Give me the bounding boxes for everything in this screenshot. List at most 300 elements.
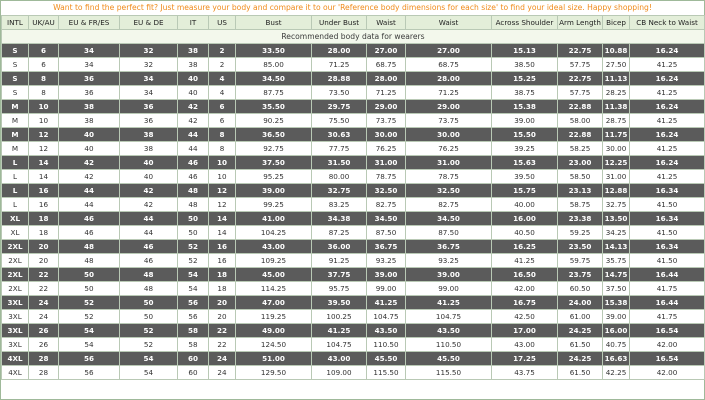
- table-cell: 32: [120, 58, 178, 72]
- table-cell: 50: [59, 268, 120, 282]
- table-cell: 82.75: [367, 198, 406, 212]
- table-cell: 23.75: [558, 268, 603, 282]
- table-cell: 22.75: [558, 72, 603, 86]
- table-cell: 16.24: [630, 156, 705, 170]
- table-cell: 48: [59, 254, 120, 268]
- table-cell: 14: [29, 156, 59, 170]
- table-cell: 16.24: [630, 44, 705, 58]
- table-cell: 41.25: [367, 296, 406, 310]
- table-cell: 92.75: [236, 142, 312, 156]
- table-cell: 36: [59, 72, 120, 86]
- table-cell: 36: [120, 100, 178, 114]
- table-cell: 31.00: [367, 156, 406, 170]
- table-cell: 41.25: [492, 254, 558, 268]
- table-cell: 44: [178, 128, 209, 142]
- table-cell: 24: [209, 366, 236, 380]
- table-cell: 39.00: [367, 268, 406, 282]
- table-cell: 48: [120, 282, 178, 296]
- table-cell: 91.25: [312, 254, 367, 268]
- table-cell: 59.75: [558, 254, 603, 268]
- table-cell: 95.75: [312, 282, 367, 296]
- table-cell: 43.75: [492, 366, 558, 380]
- table-cell: 2XL: [2, 268, 29, 282]
- table-cell: 6: [29, 44, 59, 58]
- column-header: IT: [178, 16, 209, 30]
- table-cell: 48: [178, 198, 209, 212]
- table-cell: XL: [2, 226, 29, 240]
- table-row: [2, 240, 705, 254]
- table-cell: 15.75: [492, 184, 558, 198]
- table-cell: 30.00: [367, 128, 406, 142]
- table-cell: 16.50: [492, 268, 558, 282]
- table-cell: 3XL: [2, 324, 29, 338]
- table-cell: 20: [29, 240, 59, 254]
- table-cell: 109.00: [312, 366, 367, 380]
- table-cell: 16.54: [630, 324, 705, 338]
- table-cell: 48: [178, 184, 209, 198]
- table-cell: M: [2, 142, 29, 156]
- table-cell: 39.00: [603, 310, 630, 324]
- table-cell: 36.75: [367, 240, 406, 254]
- table-cell: 59.25: [558, 226, 603, 240]
- table-cell: 2: [209, 44, 236, 58]
- table-cell: 32.75: [603, 198, 630, 212]
- table-cell: S: [2, 86, 29, 100]
- table-cell: 38: [59, 114, 120, 128]
- table-cell: 95.25: [236, 170, 312, 184]
- table-cell: 38.50: [492, 58, 558, 72]
- table-cell: 20: [209, 296, 236, 310]
- table-cell: 16.24: [630, 72, 705, 86]
- table-cell: 50: [178, 212, 209, 226]
- column-header: Across Shoulder: [492, 16, 558, 30]
- table-cell: 22.88: [558, 128, 603, 142]
- table-cell: 28.00: [367, 72, 406, 86]
- table-cell: 38.75: [492, 86, 558, 100]
- table-cell: 2: [209, 58, 236, 72]
- table-row: [2, 156, 705, 170]
- table-cell: 16.00: [492, 212, 558, 226]
- table-cell: 15.38: [492, 100, 558, 114]
- table-cell: 38: [178, 58, 209, 72]
- table-cell: 52: [59, 310, 120, 324]
- table-cell: 34: [120, 72, 178, 86]
- table-cell: 31.50: [312, 156, 367, 170]
- table-cell: 54: [178, 268, 209, 282]
- table-cell: 31.00: [603, 170, 630, 184]
- size-table: [1, 15, 705, 380]
- table-cell: 14: [209, 226, 236, 240]
- table-cell: 16.44: [630, 268, 705, 282]
- table-cell: 82.75: [406, 198, 492, 212]
- table-cell: 90.25: [236, 114, 312, 128]
- column-header: Waist: [367, 16, 406, 30]
- table-cell: 28: [29, 352, 59, 366]
- table-cell: 93.25: [406, 254, 492, 268]
- table-cell: 28.00: [406, 72, 492, 86]
- table-cell: 10: [209, 156, 236, 170]
- table-cell: 29.75: [312, 100, 367, 114]
- table-cell: 28.00: [312, 44, 367, 58]
- table-cell: 24: [29, 310, 59, 324]
- table-body: [2, 44, 705, 380]
- table-cell: 31.00: [406, 156, 492, 170]
- column-header: Waist: [406, 16, 492, 30]
- column-header: EU & FR/ES: [59, 16, 120, 30]
- table-cell: 16: [29, 198, 59, 212]
- table-cell: 73.75: [406, 114, 492, 128]
- table-cell: 12: [29, 128, 59, 142]
- table-cell: 39.50: [492, 170, 558, 184]
- table-cell: 14.13: [603, 240, 630, 254]
- header-row: [2, 16, 705, 30]
- table-row: [2, 212, 705, 226]
- table-cell: 46: [178, 156, 209, 170]
- table-row: [2, 44, 705, 58]
- table-cell: 15.38: [603, 296, 630, 310]
- table-cell: L: [2, 198, 29, 212]
- table-cell: 51.00: [236, 352, 312, 366]
- table-cell: 3XL: [2, 338, 29, 352]
- table-cell: 6: [209, 114, 236, 128]
- column-header: INTL: [2, 16, 29, 30]
- table-cell: 39.50: [312, 296, 367, 310]
- table-cell: 42: [59, 156, 120, 170]
- table-cell: 24: [209, 352, 236, 366]
- table-cell: 57.75: [558, 58, 603, 72]
- table-cell: 41.75: [630, 310, 705, 324]
- table-cell: 6: [209, 100, 236, 114]
- table-row: [2, 366, 705, 380]
- table-cell: 39.00: [406, 268, 492, 282]
- table-row: [2, 268, 705, 282]
- table-row: [2, 100, 705, 114]
- table-cell: 37.50: [236, 156, 312, 170]
- table-cell: 41.25: [406, 296, 492, 310]
- table-cell: 3XL: [2, 296, 29, 310]
- table-cell: 16.24: [630, 128, 705, 142]
- table-cell: 46: [59, 212, 120, 226]
- table-cell: 22: [29, 282, 59, 296]
- table-cell: 87.50: [406, 226, 492, 240]
- table-cell: 40: [120, 156, 178, 170]
- table-cell: 129.50: [236, 366, 312, 380]
- table-cell: 43.00: [236, 240, 312, 254]
- table-cell: 12: [209, 198, 236, 212]
- table-cell: 3XL: [2, 310, 29, 324]
- table-cell: 2XL: [2, 254, 29, 268]
- table-cell: 48: [59, 240, 120, 254]
- table-cell: S: [2, 44, 29, 58]
- table-cell: 32: [120, 44, 178, 58]
- table-cell: 44: [59, 184, 120, 198]
- table-row: [2, 338, 705, 352]
- table-cell: 54: [120, 366, 178, 380]
- table-cell: 43.00: [312, 352, 367, 366]
- table-cell: 16.25: [492, 240, 558, 254]
- table-row: [2, 128, 705, 142]
- table-cell: 124.50: [236, 338, 312, 352]
- table-cell: 57.75: [558, 86, 603, 100]
- table-cell: 50: [120, 310, 178, 324]
- table-cell: 16: [209, 254, 236, 268]
- table-cell: 38: [59, 100, 120, 114]
- table-row: [2, 86, 705, 100]
- table-cell: 41.75: [630, 282, 705, 296]
- table-cell: 43.50: [367, 324, 406, 338]
- table-cell: 27.50: [603, 58, 630, 72]
- table-cell: 104.75: [406, 310, 492, 324]
- table-cell: 15.50: [492, 128, 558, 142]
- table-cell: 16.44: [630, 296, 705, 310]
- table-cell: 33.50: [236, 44, 312, 58]
- table-cell: 104.75: [367, 310, 406, 324]
- table-cell: 28.75: [603, 114, 630, 128]
- table-cell: 41.25: [630, 58, 705, 72]
- table-cell: 42.00: [630, 366, 705, 380]
- table-cell: 38: [120, 128, 178, 142]
- table-cell: 13.50: [603, 212, 630, 226]
- table-cell: 39.25: [492, 142, 558, 156]
- table-cell: 23.50: [558, 240, 603, 254]
- table-cell: 71.25: [312, 58, 367, 72]
- table-cell: 32.75: [312, 184, 367, 198]
- table-cell: 10: [29, 100, 59, 114]
- table-cell: 49.00: [236, 324, 312, 338]
- table-cell: 18: [29, 226, 59, 240]
- table-row: [2, 184, 705, 198]
- table-cell: 17.25: [492, 352, 558, 366]
- table-cell: 85.00: [236, 58, 312, 72]
- table-cell: 34.25: [603, 226, 630, 240]
- table-cell: 34.50: [406, 212, 492, 226]
- table-cell: 71.25: [367, 86, 406, 100]
- table-cell: 58: [178, 324, 209, 338]
- table-cell: 71.25: [406, 86, 492, 100]
- table-cell: 14: [209, 212, 236, 226]
- table-cell: 58: [178, 338, 209, 352]
- table-cell: 16.24: [630, 100, 705, 114]
- table-cell: 16.63: [603, 352, 630, 366]
- table-cell: 52: [178, 240, 209, 254]
- table-cell: 14.75: [603, 268, 630, 282]
- table-cell: 46: [120, 254, 178, 268]
- table-cell: 8: [29, 72, 59, 86]
- table-cell: 24.25: [558, 324, 603, 338]
- table-cell: 2XL: [2, 282, 29, 296]
- table-cell: 60: [178, 352, 209, 366]
- table-cell: M: [2, 114, 29, 128]
- table-cell: 76.25: [367, 142, 406, 156]
- table-cell: 114.25: [236, 282, 312, 296]
- table-cell: 16: [209, 240, 236, 254]
- table-cell: 40.75: [603, 338, 630, 352]
- table-cell: 4: [209, 72, 236, 86]
- table-cell: 50: [59, 282, 120, 296]
- table-cell: 42.50: [492, 310, 558, 324]
- table-cell: 40: [120, 170, 178, 184]
- table-cell: 16.34: [630, 240, 705, 254]
- table-cell: 42.00: [492, 282, 558, 296]
- table-cell: 78.75: [367, 170, 406, 184]
- table-cell: 48: [120, 268, 178, 282]
- table-cell: 54: [59, 338, 120, 352]
- table-cell: 40: [178, 72, 209, 86]
- table-cell: 56: [59, 352, 120, 366]
- table-cell: 42: [120, 184, 178, 198]
- table-cell: 56: [59, 366, 120, 380]
- table-cell: 45.50: [406, 352, 492, 366]
- table-cell: 110.50: [406, 338, 492, 352]
- table-cell: 15.13: [492, 44, 558, 58]
- table-cell: 32.50: [367, 184, 406, 198]
- table-cell: 8: [209, 128, 236, 142]
- table-cell: 93.25: [367, 254, 406, 268]
- table-cell: 27.00: [406, 44, 492, 58]
- table-cell: 10: [209, 170, 236, 184]
- table-cell: 104.25: [236, 226, 312, 240]
- table-cell: 61.50: [558, 338, 603, 352]
- table-cell: 44: [178, 142, 209, 156]
- column-header: US: [209, 16, 236, 30]
- table-cell: 16.00: [603, 324, 630, 338]
- table-cell: 52: [178, 254, 209, 268]
- table-cell: 34: [120, 86, 178, 100]
- table-cell: 40: [59, 142, 120, 156]
- table-cell: 4: [209, 86, 236, 100]
- table-cell: 100.25: [312, 310, 367, 324]
- table-cell: 45.00: [236, 268, 312, 282]
- table-cell: 42: [120, 198, 178, 212]
- table-row: [2, 142, 705, 156]
- table-cell: 46: [59, 226, 120, 240]
- table-cell: 37.75: [312, 268, 367, 282]
- table-cell: 41.50: [630, 198, 705, 212]
- table-cell: 36.50: [236, 128, 312, 142]
- table-cell: 54: [59, 324, 120, 338]
- table-cell: 16.34: [630, 184, 705, 198]
- table-cell: 23.00: [558, 156, 603, 170]
- table-cell: 40: [178, 86, 209, 100]
- table-cell: 36.00: [312, 240, 367, 254]
- table-cell: 58.00: [558, 114, 603, 128]
- table-row: [2, 310, 705, 324]
- table-cell: S: [2, 72, 29, 86]
- table-cell: 43.50: [406, 324, 492, 338]
- table-cell: 115.50: [367, 366, 406, 380]
- table-cell: 75.50: [312, 114, 367, 128]
- table-cell: 42: [178, 114, 209, 128]
- table-cell: 22.88: [558, 100, 603, 114]
- table-cell: 58.75: [558, 198, 603, 212]
- table-cell: 16.34: [630, 212, 705, 226]
- table-cell: 50: [120, 296, 178, 310]
- table-cell: 26: [29, 338, 59, 352]
- table-cell: 12.88: [603, 184, 630, 198]
- column-header: Bust: [236, 16, 312, 30]
- table-cell: 87.50: [367, 226, 406, 240]
- table-cell: 28.25: [603, 86, 630, 100]
- table-cell: 4XL: [2, 366, 29, 380]
- table-cell: 34.50: [367, 212, 406, 226]
- table-cell: 54: [178, 282, 209, 296]
- table-cell: 4XL: [2, 352, 29, 366]
- table-cell: 23.13: [558, 184, 603, 198]
- table-cell: 18: [209, 268, 236, 282]
- table-cell: 42.25: [603, 366, 630, 380]
- table-cell: 12: [209, 184, 236, 198]
- table-cell: 87.75: [236, 86, 312, 100]
- table-cell: 34.50: [236, 72, 312, 86]
- table-cell: 22: [209, 324, 236, 338]
- table-cell: 39.00: [236, 184, 312, 198]
- table-row: [2, 58, 705, 72]
- table-cell: 77.75: [312, 142, 367, 156]
- table-cell: 52: [120, 338, 178, 352]
- table-cell: 83.25: [312, 198, 367, 212]
- table-cell: 80.00: [312, 170, 367, 184]
- table-cell: 46: [120, 240, 178, 254]
- table-cell: 29.00: [367, 100, 406, 114]
- table-cell: 68.75: [406, 58, 492, 72]
- table-cell: 44: [59, 198, 120, 212]
- table-cell: 35.75: [603, 254, 630, 268]
- table-cell: 41.25: [630, 142, 705, 156]
- table-cell: 10.88: [603, 44, 630, 58]
- table-cell: 12: [29, 142, 59, 156]
- table-cell: 76.25: [406, 142, 492, 156]
- table-cell: 73.50: [312, 86, 367, 100]
- table-cell: 22: [29, 268, 59, 282]
- table-cell: 17.00: [492, 324, 558, 338]
- table-cell: 20: [209, 310, 236, 324]
- table-cell: 41.00: [236, 212, 312, 226]
- table-cell: 20: [29, 254, 59, 268]
- table-cell: 6: [29, 58, 59, 72]
- table-cell: 34.38: [312, 212, 367, 226]
- table-cell: 11.75: [603, 128, 630, 142]
- table-cell: 110.50: [367, 338, 406, 352]
- table-cell: 40.00: [492, 198, 558, 212]
- table-cell: 15.25: [492, 72, 558, 86]
- table-cell: 104.75: [312, 338, 367, 352]
- table-cell: 61.50: [558, 366, 603, 380]
- table-cell: 29.00: [406, 100, 492, 114]
- table-row: [2, 282, 705, 296]
- table-cell: XL: [2, 212, 29, 226]
- table-cell: 40.50: [492, 226, 558, 240]
- table-cell: 28: [29, 366, 59, 380]
- column-header: CB Neck to Waist: [630, 16, 705, 30]
- table-cell: 40: [59, 128, 120, 142]
- table-cell: 37.50: [603, 282, 630, 296]
- table-row: [2, 254, 705, 268]
- table-cell: 109.25: [236, 254, 312, 268]
- table-cell: S: [2, 58, 29, 72]
- column-header: Arm Length: [558, 16, 603, 30]
- table-cell: 18: [29, 212, 59, 226]
- table-cell: 41.25: [630, 114, 705, 128]
- table-row: [2, 114, 705, 128]
- table-cell: 32.50: [406, 184, 492, 198]
- table-cell: 99.00: [406, 282, 492, 296]
- table-cell: 44: [120, 212, 178, 226]
- table-cell: 24.25: [558, 352, 603, 366]
- table-cell: 16.75: [492, 296, 558, 310]
- table-cell: 47.00: [236, 296, 312, 310]
- table-cell: 54: [120, 352, 178, 366]
- table-cell: 23.38: [558, 212, 603, 226]
